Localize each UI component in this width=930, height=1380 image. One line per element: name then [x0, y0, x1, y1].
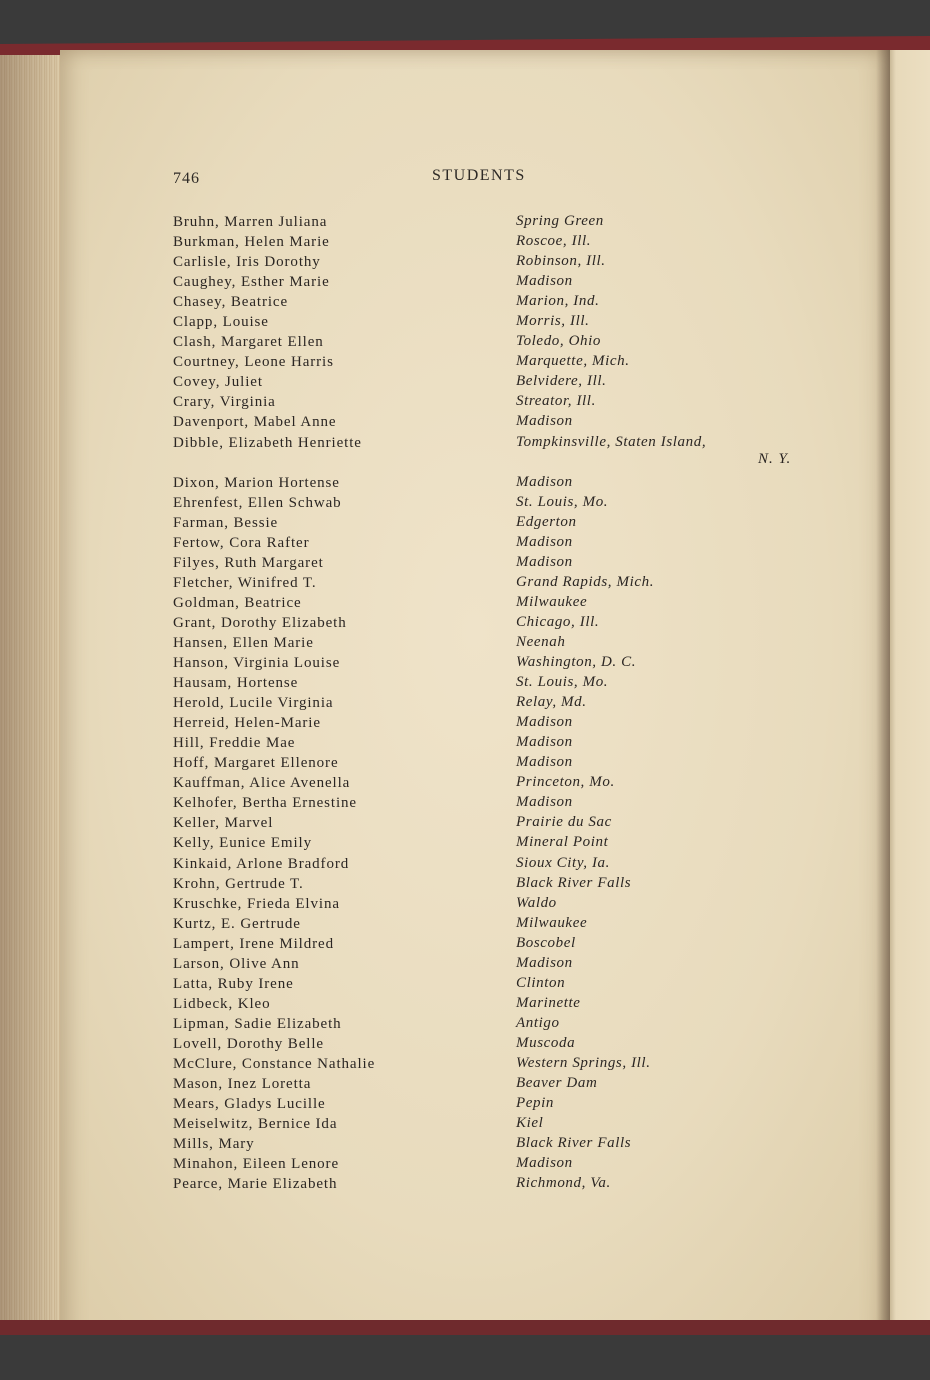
student-name: Mason, Inez Loretta — [173, 1076, 312, 1093]
facing-page-edge — [888, 50, 930, 1342]
book-gutter — [876, 50, 890, 1342]
student-name: Carlisle, Iris Dorothy — [173, 254, 321, 271]
student-name: Farman, Bessie — [173, 514, 279, 531]
student-name: McClure, Constance Nathalie — [173, 1055, 376, 1072]
student-name: Courtney, Leone Harris — [173, 354, 334, 371]
student-hometown: Madison — [516, 734, 573, 751]
student-name: Kelhofer, Bertha Ernestine — [173, 795, 357, 812]
student-hometown: Black River Falls — [516, 1135, 632, 1152]
student-hometown: Morris, Ill. — [516, 313, 590, 330]
student-hometown: Edgerton — [516, 513, 577, 530]
student-name: Filyes, Ruth Margaret — [173, 554, 324, 571]
student-hometown: Black River Falls — [516, 874, 632, 891]
row-gap — [173, 453, 375, 473]
student-hometown: St. Louis, Mo. — [516, 674, 609, 691]
student-hometown: Madison — [516, 473, 573, 490]
student-name: Fletcher, Winifred T. — [173, 574, 317, 591]
student-hometown: Robinson, Ill. — [516, 253, 606, 270]
student-name: Lipman, Sadie Elizabeth — [173, 1015, 342, 1032]
student-hometown: Toledo, Ohio — [516, 333, 601, 350]
student-hometown: Boscobel — [516, 934, 576, 951]
row-gap — [516, 452, 706, 472]
student-name: Goldman, Beatrice — [173, 594, 302, 611]
student-hometown: Marinette — [516, 994, 581, 1011]
student-name: Hanson, Virginia Louise — [173, 655, 341, 672]
student-name: Burkman, Helen Marie — [173, 234, 330, 251]
student-hometown: Madison — [516, 273, 573, 290]
student-name: Kinkaid, Arlone Bradford — [173, 855, 350, 872]
student-hometown: Madison — [516, 754, 573, 771]
student-hometown: Madison — [516, 553, 573, 570]
student-hometown: Madison — [516, 1155, 573, 1172]
student-hometown: Chicago, Ill. — [516, 613, 600, 630]
student-name: Chasey, Beatrice — [173, 294, 289, 311]
student-hometown: Beaver Dam — [516, 1075, 598, 1092]
student-hometown: Western Springs, Ill. — [516, 1054, 651, 1071]
student-hometown: Sioux City, Ia. — [516, 854, 610, 871]
student-hometown: Streator, Ill. — [516, 393, 596, 410]
student-name: Lovell, Dorothy Belle — [173, 1035, 324, 1052]
student-name: Caughey, Esther Marie — [173, 274, 330, 291]
student-name: Mills, Mary — [173, 1136, 255, 1153]
student-name: Fertow, Cora Rafter — [173, 534, 310, 551]
student-name: Dixon, Marion Hortense — [173, 474, 340, 491]
student-name: Grant, Dorothy Elizabeth — [173, 614, 347, 631]
student-name: Kelly, Eunice Emily — [173, 835, 313, 852]
page-title: STUDENTS — [432, 167, 526, 184]
student-name: Bruhn, Marren Juliana — [173, 214, 328, 230]
student-hometown: Madison — [516, 413, 573, 430]
student-name: Kauffman, Alice Avenella — [173, 775, 351, 792]
student-hometown: Madison — [516, 533, 573, 550]
student-hometown: Marion, Ind. — [516, 293, 600, 310]
student-name: Minahon, Eileen Lenore — [173, 1156, 339, 1173]
student-hometown: St. Louis, Mo. — [516, 493, 609, 510]
student-hometown: Pepin — [516, 1095, 554, 1112]
student-name: Kurtz, E. Gertrude — [173, 915, 301, 932]
student-names-column — [173, 212, 375, 1194]
student-name: Ehrenfest, Ellen Schwab — [173, 494, 342, 511]
student-hometown: Prairie du Sac — [516, 814, 612, 831]
student-name: Lidbeck, Kleo — [173, 995, 271, 1012]
student-name: Covey, Juliet — [173, 374, 263, 391]
student-hometown: Spring Green — [516, 213, 604, 229]
page-number: 746 — [173, 170, 200, 187]
student-name: Clapp, Louise — [173, 314, 269, 331]
student-hometown: Relay, Md. — [516, 694, 587, 711]
student-name: Hoff, Margaret Ellenore — [173, 755, 339, 772]
student-name: Crary, Virginia — [173, 394, 276, 411]
student-name: Krohn, Gertrude T. — [173, 875, 304, 892]
student-name: Davenport, Mabel Anne — [173, 414, 337, 431]
student-name: Hansen, Ellen Marie — [173, 634, 314, 651]
student-hometown: Madison — [516, 714, 573, 731]
student-name: Mears, Gladys Lucille — [173, 1096, 326, 1113]
student-hometown: Kiel — [516, 1115, 544, 1132]
student-hometown: Milwaukee — [516, 593, 588, 610]
student-hometown: Neenah — [516, 633, 566, 650]
student-name: Keller, Marvel — [173, 815, 274, 832]
student-name: Kruschke, Frieda Elvina — [173, 895, 340, 912]
student-hometown: Madison — [516, 954, 573, 971]
student-hometown: Washington, D. C. — [516, 654, 637, 671]
book-cover-edge-bottom — [0, 1320, 930, 1336]
student-hometown: Antigo — [516, 1014, 560, 1031]
student-name: Hill, Freddie Mae — [173, 735, 296, 752]
student-hometown: Mineral Point — [516, 834, 609, 851]
hometown-continuation: N. Y. — [758, 451, 792, 467]
student-hometown: Clinton — [516, 974, 566, 991]
student-name: Pearce, Marie Elizabeth — [173, 1176, 338, 1193]
student-name: Meiselwitz, Bernice Ida — [173, 1116, 338, 1133]
student-hometown: Madison — [516, 794, 573, 811]
student-name: Herreid, Helen-Marie — [173, 715, 321, 732]
student-hometown: Belvidere, Ill. — [516, 373, 607, 390]
student-name: Latta, Ruby Irene — [173, 975, 294, 992]
student-hometown: Tompkinsville, Staten Island, — [516, 433, 707, 450]
student-name: Hausam, Hortense — [173, 675, 299, 692]
student-name: Clash, Margaret Ellen — [173, 334, 324, 351]
student-hometowns-column — [516, 211, 706, 1193]
student-hometown: Richmond, Va. — [516, 1175, 611, 1192]
student-hometown: Princeton, Mo. — [516, 774, 615, 791]
student-name: Herold, Lucile Virginia — [173, 695, 334, 712]
student-hometown: Roscoe, Ill. — [516, 233, 592, 250]
background-bottom — [0, 1335, 930, 1380]
student-name: Dibble, Elizabeth Henriette — [173, 434, 362, 451]
student-name: Larson, Olive Ann — [173, 955, 300, 972]
student-hometown: Milwaukee — [516, 914, 588, 931]
student-hometown: Grand Rapids, Mich. — [516, 573, 655, 590]
student-hometown: Waldo — [516, 894, 557, 911]
student-hometown: Muscoda — [516, 1034, 576, 1051]
student-hometown: Marquette, Mich. — [516, 353, 630, 370]
student-name: Lampert, Irene Mildred — [173, 935, 334, 952]
